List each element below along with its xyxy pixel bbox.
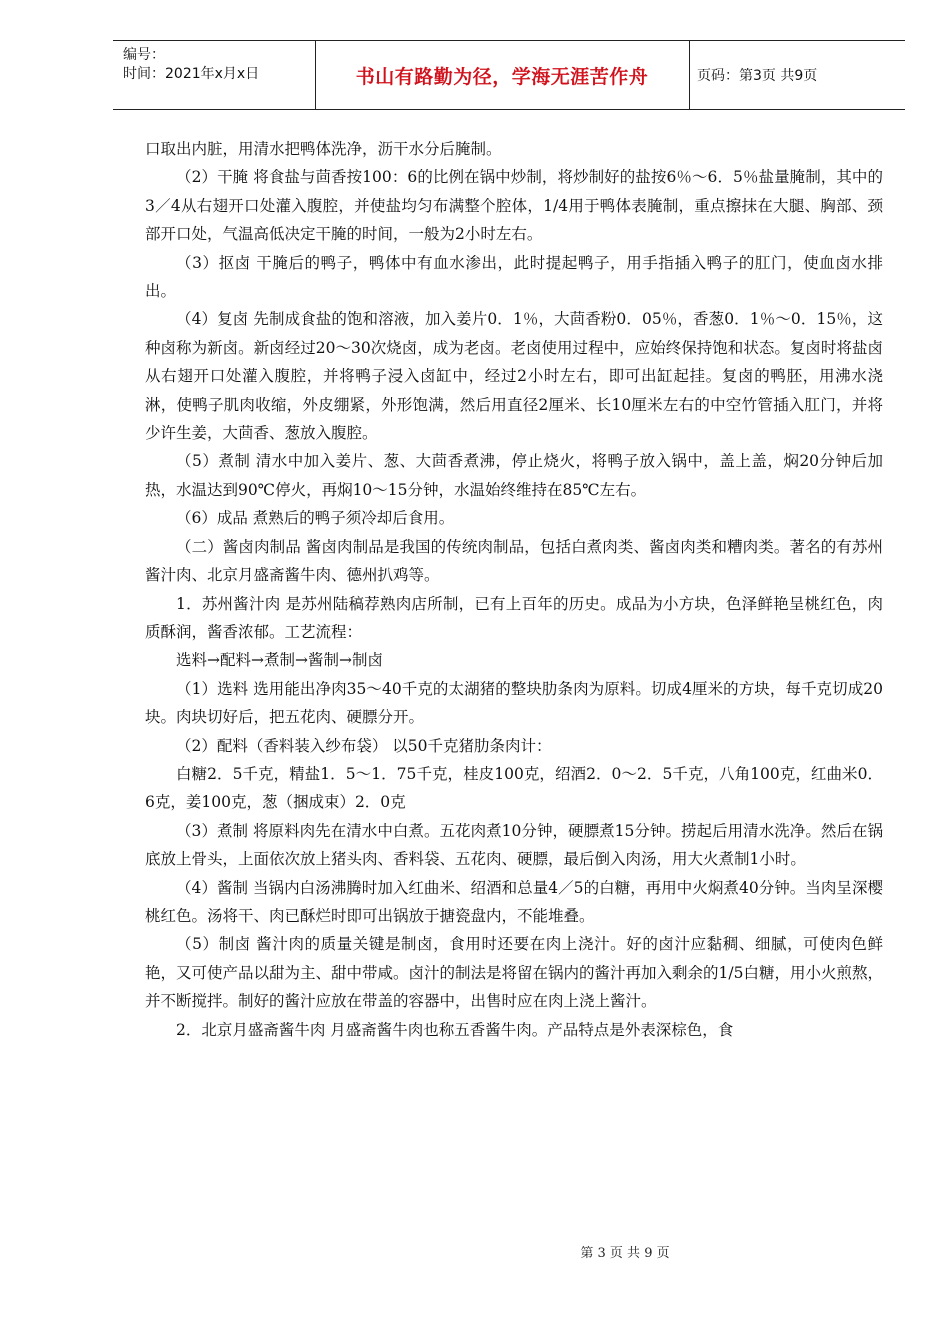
header-info-cell bbox=[113, 41, 316, 109]
paragraph: （3）煮制 将原料肉先在清水中白煮。五花肉煮10分钟，硬膘煮15分钟。捞起后用清水洗净。然后在锅底放上骨头，上面依次放上猪头肉、香料袋、五花肉、硬膘，最后倒入肉汤，用大火煮制1小时。 bbox=[145, 821, 883, 869]
document-body bbox=[145, 135, 883, 1044]
paragraph: （6）成品 煮熟后的鸭子须冷却后食用。 bbox=[176, 509, 455, 528]
paragraph: （2）配料（香料装入纱布袋） 以50千克猪肋条肉计： bbox=[176, 736, 552, 755]
paragraph: 白糖2．5千克，精盐1．5～1．75千克，桂皮100克，绍酒2．0～2．5千克，八角100克，红曲米0．6克，姜100克，葱（捆成束）2．0克 bbox=[145, 764, 883, 812]
header-motto: 书山有路勤为径，学海无涯苦作舟 bbox=[355, 65, 649, 88]
paragraph: （5）煮制 清水中加入姜片、葱、大茴香煮沸，停止烧火，将鸭子放入锅中，盖上盖，焖20分钟后加热，水温达到90℃停火，再焖10～15分钟，水温始终维持在85℃左右。 bbox=[145, 452, 883, 499]
paragraph: （二）酱卤肉制品 酱卤肉制品是我国的传统肉制品，包括白煮肉类、酱卤肉类和糟肉类。著名的有苏州酱汁肉、北京月盛斋酱牛肉、德州扒鸡等。 bbox=[145, 537, 883, 585]
paragraph: 2．北京月盛斋酱牛肉 月盛斋酱牛肉也称五香酱牛肉。产品特点是外表深棕色，食 bbox=[176, 1020, 734, 1039]
document-date-label: 时间：2021年x月x日 bbox=[123, 66, 260, 82]
paragraph: （4）复卤 先制成食盐的饱和溶液，加入姜片0．1％，大茴香粉0．05％，香葱0．1％～0．15％，这种卤称为新卤。新卤经过20～30次烧卤，成为老卤。老卤使用过程中，应始终保持饱和状态。复卤时将盐卤从右翅开口处灌入腹腔，并将鸭子浸入卤缸中，经过2小时左右，即可出缸起挂。复卤的鸭胚，用沸水浇淋，使鸭子肌肉收缩，外皮绷紧，外形饱满，然后用直径2厘米、长10厘米左右的中空竹管插入肛门，并将少许生姜，大茴香、葱放入腹腔。 bbox=[145, 310, 883, 443]
paragraph: 1．苏州酱汁肉 是苏州陆稿荐熟肉店所制，已有上百年的历史。成品为小方块，色泽鲜艳呈桃红色，肉质酥润，酱香浓郁。工艺流程： bbox=[145, 594, 883, 641]
paragraph: （1）选料 选用能出净肉35～40千克的太湖猪的整块肋条肉为原料。切成4厘米的方块，每千克切成20块。肉块切好后，把五花肉、硬膘分开。 bbox=[145, 679, 883, 727]
paragraph: （3）抠卤 干腌后的鸭子，鸭体中有血水渗出，此时提起鸭子，用手指插入鸭子的肛门，使血卤水排出。 bbox=[145, 253, 883, 301]
process-flow: 选料→配料→煮制→酱制→制卤 bbox=[176, 651, 383, 670]
document-number-label: 编号： bbox=[123, 47, 165, 63]
page-footer bbox=[0, 1242, 950, 1261]
header-motto-cell bbox=[315, 41, 690, 109]
header-page-label: 页码：第3页 共9页 bbox=[697, 68, 818, 84]
page-header bbox=[113, 40, 905, 110]
paragraph: （4）酱制 当锅内白汤沸腾时加入红曲米、绍酒和总量4／5的白糖，再用中火焖煮40分钟。当肉呈深樱桃红色。汤将干、肉已酥烂时即可出锅放于搪瓷盘内，不能堆叠。 bbox=[145, 878, 883, 925]
paragraph: 口取出内脏，用清水把鸭体洗净，沥干水分后腌制。 bbox=[145, 140, 502, 158]
footer-page-number: 第 3 页 共 9 页 bbox=[580, 1246, 670, 1261]
header-page-cell bbox=[689, 41, 905, 109]
paragraph: （5）制卤 酱汁肉的质量关键是制卤，食用时还要在肉上浇汁。好的卤汁应黏稠、细腻，可使肉色鲜艳，又可使产品以甜为主、甜中带咸。卤汁的制法是将留在锅内的酱汁再加入剩余的1/5白糖，用小火煎熬，并不断搅拌。制好的酱汁应放在带盖的容器中，出售时应在肉上浇上酱汁。 bbox=[145, 935, 883, 1011]
paragraph: （2）干腌 将食盐与茴香按100：6的比例在锅中炒制，将炒制好的盐按6％～6．5％盐量腌制，其中的3／4从右翅开口处灌入腹腔，并使盐均匀布满整个腔体，1/4用于鸭体表腌制，重点擦抹在大腿、胸部、颈部开口处，气温高低决定干腌的时间，一般为2小时左右。 bbox=[145, 168, 883, 244]
